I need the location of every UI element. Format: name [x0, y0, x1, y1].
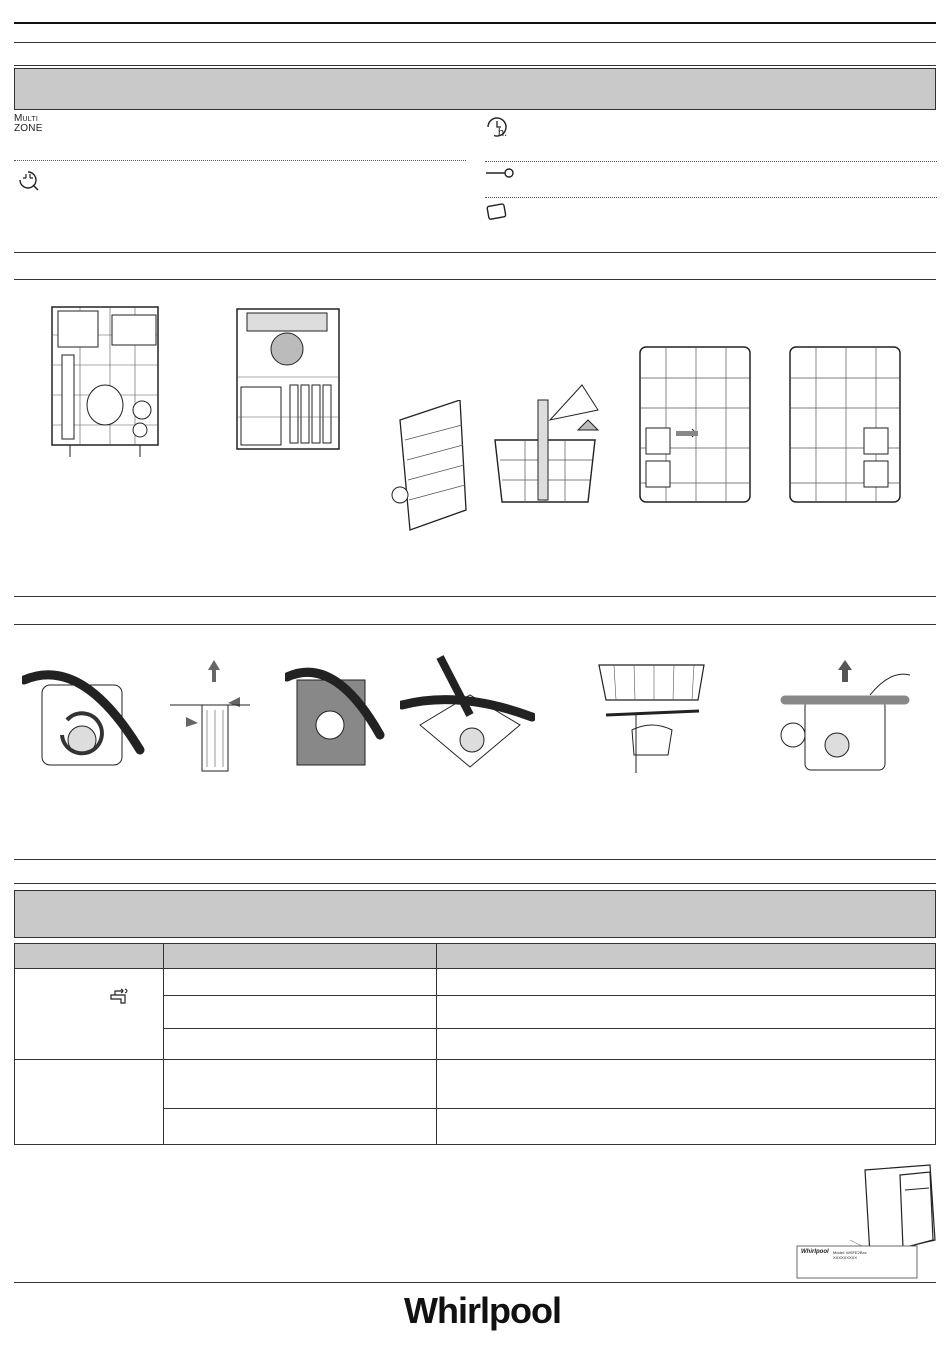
whirlpool-logo: Whirlpool	[404, 1290, 561, 1331]
table-cell	[164, 1029, 437, 1060]
divider	[485, 161, 937, 162]
tablet-icon	[485, 202, 509, 222]
table-cell	[164, 996, 437, 1029]
table-cell	[437, 1109, 936, 1145]
rating-plate-illustration	[795, 1160, 940, 1280]
table-cell	[437, 996, 936, 1029]
rating-plate-model	[833, 1250, 867, 1260]
multizone-label-top: Multi	[14, 113, 38, 124]
table-cell	[15, 1060, 164, 1145]
section-rule	[14, 883, 936, 884]
upper-spray-arm-illustration	[594, 655, 714, 775]
rack-adjust-illustration-2	[786, 343, 904, 508]
sump-illustration	[285, 655, 385, 770]
troubleshooting-table	[14, 943, 936, 1145]
table-cell	[437, 1029, 936, 1060]
key-lock-icon	[485, 166, 515, 180]
upper-rack-illustration	[235, 307, 343, 457]
table-header-row	[15, 944, 936, 969]
section-rule	[14, 859, 936, 860]
delay-hours-label: h.	[498, 127, 508, 139]
section-rule	[14, 624, 936, 625]
delay-start-icon	[485, 115, 513, 141]
spray-arm-removal-illustration	[22, 655, 147, 770]
top-rule	[14, 22, 936, 24]
spray-arm-refit-illustration	[400, 655, 535, 770]
table-header-cell	[15, 944, 164, 969]
section-rule	[14, 252, 936, 253]
footer-rule	[14, 1282, 936, 1283]
multizone-icon	[14, 114, 43, 134]
table-cell	[15, 969, 164, 1060]
table-cell	[164, 1109, 437, 1145]
table-header-cell	[164, 944, 437, 969]
divider	[485, 197, 937, 198]
upper-arm-filter-illustration	[775, 655, 915, 775]
section-rule	[14, 596, 936, 597]
table-cell	[164, 1060, 437, 1109]
table-cell	[437, 969, 936, 996]
table-cell	[437, 1060, 936, 1109]
filter-removal-illustration	[170, 655, 250, 775]
multizone-label-bottom: ZONE	[14, 123, 43, 134]
rating-plate-text	[801, 1250, 829, 1255]
troubleshooting-header-bar	[14, 890, 936, 938]
water-tap-icon	[109, 987, 131, 1005]
table-row	[15, 1060, 936, 1109]
section-header-bar	[14, 68, 936, 110]
header-rule-2	[14, 65, 936, 66]
cutlery-basket-illustration	[490, 380, 605, 505]
quick-wash-icon	[16, 168, 40, 192]
rating-plate-line1: Model: WSFE2Bxx	[833, 1250, 867, 1255]
table-cell	[164, 969, 437, 996]
divider	[14, 160, 466, 161]
header-rule	[14, 42, 936, 43]
section-rule	[14, 279, 936, 280]
rack-adjust-illustration-1	[636, 343, 754, 508]
table-header-cell	[437, 944, 936, 969]
rating-plate-line2: XXXXXXXXX	[833, 1255, 858, 1260]
cutlery-basket-side-illustration	[380, 400, 468, 535]
rating-plate-brand: Whirlpool	[801, 1249, 829, 1255]
table-row	[15, 969, 936, 996]
lower-rack-illustration	[50, 305, 162, 460]
